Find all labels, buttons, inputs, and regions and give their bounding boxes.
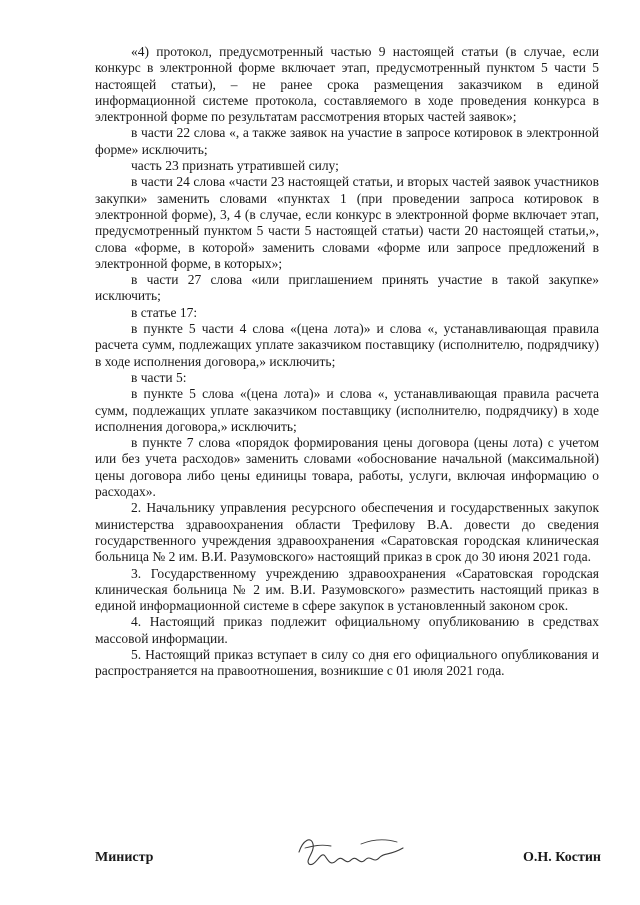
paragraph-6: в статье 17: bbox=[131, 304, 198, 320]
paragraph-13: 4. Настоящий приказ подлежит официальному опубликованию в средствах массовой информации. bbox=[95, 614, 599, 646]
signatory-role: Министр bbox=[95, 850, 154, 865]
document-body bbox=[95, 44, 599, 680]
paragraph-12: 3. Государственному учреждению здравоохранения «Саратовская городская клиническая больница № 2 им. В.И. Разумовского» разместить настоящий приказ в единой информационной системе в сфере закупок в установленный законом срок. bbox=[95, 565, 599, 614]
paragraph-10: в пункте 7 слова «порядок формирования цены договора (цены лота) с учетом или без учета расходов» заменить словами «обоснование начальной (максимальной) цены договора либо цены единицы товара, работы, услуги, включая информацию о расходах». bbox=[95, 435, 599, 500]
handwritten-signature bbox=[291, 830, 411, 874]
paragraph-7: в пункте 5 части 4 слова «(цена лота)» и слова «, устанавливающая правила расчета сумм, подлежащих уплате заказчиком поставщику (исполнителю, подрядчику) в ходе исполнения договора,» исключить; bbox=[95, 321, 599, 369]
paragraph-5: в части 27 слова «или приглашением принять участие в такой закупке» исключить; bbox=[95, 272, 599, 304]
paragraph-14: 5. Настоящий приказ вступает в силу со дня его официального опубликования и распространяется на правоотношения, возникшие с 01 июля 2021 года. bbox=[95, 646, 599, 679]
paragraph-3: часть 23 признать утратившей силу; bbox=[131, 158, 339, 174]
paragraph-11: 2. Начальнику управления ресурсного обеспечения и государственных закупок министерства здравоохранения области Трефилову В.А. довести до сведения государственного учреждения здравоохранения «Саратовская городская клиническая больница № 2 им. В.И. Разумовского» настоящий приказ в срок до 30 июня 2021 года. bbox=[95, 500, 599, 565]
paragraph-2: в части 22 слова «, а также заявок на участие в запросе котировок в электронной форме» исключить; bbox=[95, 125, 599, 157]
signatory-name: О.Н. Костин bbox=[523, 850, 601, 865]
paragraph-4: в части 24 слова «части 23 настоящей статьи, и вторых частей заявок участников закупки» заменить словами «пунктах 1 (при проведении запроса котировок в электронной форме), 3, 4 (в случае, если конкурс в электронной форме включает этап, предусмотренный пунктом 5 части 5 настоящей статьи) части 20 настоящей статьи,», слова «форме, в которой» заменить словами «форме или запросе предложений в электронной форме, в которых»; bbox=[95, 174, 599, 271]
paragraph-8: в части 5: bbox=[131, 369, 187, 385]
paragraph-1: «4) протокол, предусмотренный частью 9 настоящей статьи (в случае, если конкурс в электронной форме включает этап, предусмотренный пунктом 5 части 5 настоящей статьи), – не ранее срока размещения заказчиком в единой информационной системе протокола, составляемого в ходе проведения конкурса в электронной форме по результатам рассмотрения вторых частей заявок»; bbox=[95, 44, 599, 125]
signature-block bbox=[95, 830, 601, 880]
paragraph-9: в пункте 5 слова «(цена лота)» и слова «, устанавливающая правила расчета сумм, подлежащих уплате заказчиком поставщику (исполнителю, подрядчику) в ходе исполнения договора,» исключить; bbox=[95, 386, 599, 434]
